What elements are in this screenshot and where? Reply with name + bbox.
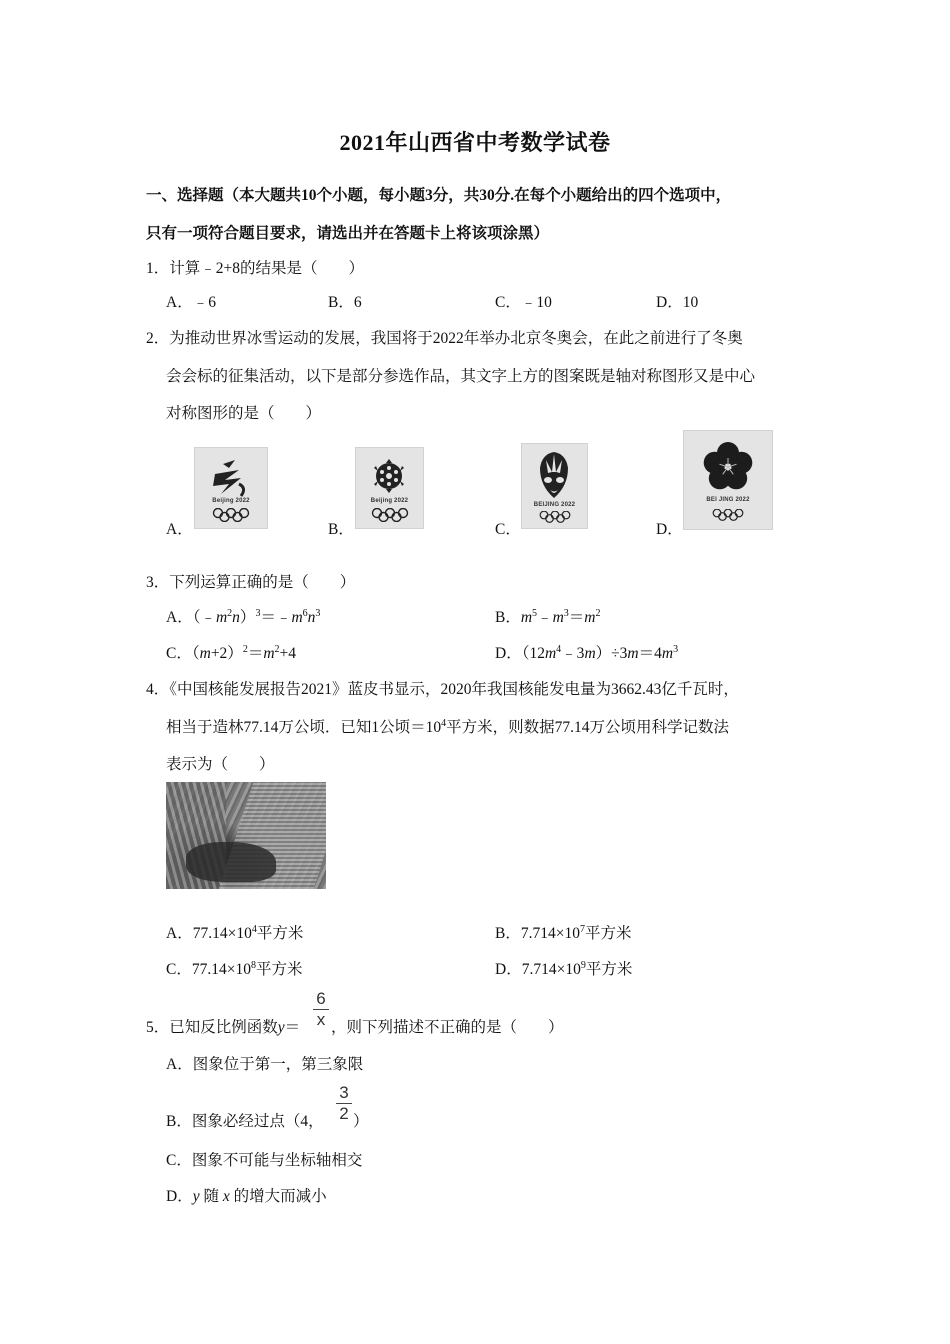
q1-stem: 1．计算﹣2+8的结果是（ ） (146, 260, 364, 277)
ribbon-emblem-icon (195, 454, 267, 504)
q5-fraction: 6 x (313, 990, 329, 1029)
logo-d-caption: BEI JING 2022 (706, 497, 750, 503)
q4-option-a: A．$77.14\times 10^4$平方米 (166, 924, 304, 942)
logo-b-image (355, 447, 424, 529)
logo-c-caption: BEIJING 2022 (533, 502, 576, 508)
afforestation-photo (166, 782, 326, 889)
q2-line3: 对称图形的是（ ） (166, 405, 322, 422)
q1-option-b: B．6 (328, 294, 362, 311)
q1-option-c: C．﹣10 (495, 294, 552, 311)
q3-option-a: A．$(﹣m^2n)^3=﹣m^6n^3$ (166, 608, 321, 626)
page-title: 2021年山西省中考数学试卷 (339, 130, 611, 155)
olympic-rings-icon (538, 511, 572, 523)
q2-line2: 会会标的征集活动，以下是部分参选作品，其文字上方的图案既是轴对称图形又是中心 (166, 368, 756, 385)
olympic-rings-icon (211, 508, 251, 522)
q5-option-b-fraction: 3 2 (336, 1084, 352, 1123)
q5-stem-pre: 5．已知反比例函数y＝ (146, 1019, 301, 1036)
q5-option-a: A．图象位于第一，第三象限 (166, 1056, 364, 1073)
opera-mask-emblem-icon (522, 446, 587, 504)
q2-label-c: C． (495, 521, 521, 538)
q2-label-b: B． (328, 521, 354, 538)
q3-option-b: B．$m^5﹣m^3=m^2$ (495, 608, 601, 626)
snowflake-emblem-icon (356, 452, 423, 500)
olympic-rings-icon (370, 508, 410, 522)
q5-option-b-pre: B．图象必经过点（4， (166, 1113, 324, 1130)
section-heading-line2: 只有一项符合题目要求，请选出并在答题卡上将该项涂黑） (146, 225, 550, 242)
plum-blossom-emblem-icon (684, 435, 772, 497)
q1-option-d: D．10 (656, 294, 699, 311)
logo-d-image (683, 430, 773, 530)
q4-line2: 相当于造林77.14万公顷．已知1公顷$=10^4$平方米，则数据77.14万公顷用科学记数法 (166, 718, 730, 736)
q5-option-b-post: ） (353, 1113, 369, 1130)
q4-line1: 4．《中国核能发展报告2021》蓝皮书显示，2020年我国核能发电量为3662.43亿千瓦时， (146, 681, 739, 698)
logo-a-image (194, 447, 268, 529)
q5-stem-post: ，则下列描述不正确的是（ ） (331, 1019, 564, 1036)
q2-line1: 2．为推动世界冰雪运动的发展，我国将于2022年举办北京冬奥会，在此之前进行了冬奥 (146, 330, 743, 347)
q4-option-c: C．$77.14\times 10^8$平方米 (166, 960, 303, 978)
q5-option-c: C．图象不可能与坐标轴相交 (166, 1152, 363, 1169)
logo-b-caption: Beijing 2022 (370, 498, 409, 504)
q3-option-d: D．$(12m^4﹣3m)\div 3m=4m^3$ (495, 644, 679, 662)
q2-label-d: D． (656, 521, 683, 538)
q4-line3: 表示为（ ） (166, 756, 275, 773)
q2-label-a: A． (166, 521, 193, 538)
q4-option-d: D．$7.714\times 10^9$平方米 (495, 960, 633, 978)
section-heading-line1: 一、选择题（本大题共10个小题，每小题3分，共30分.在每个小题给出的四个选项中， (146, 187, 732, 204)
q4-option-b: B．$7.714\times 10^7$平方米 (495, 924, 632, 942)
olympic-rings-icon (711, 509, 745, 521)
q3-option-c: C．$(m+2)^2=m^2+4$ (166, 644, 297, 662)
q3-stem: 3．下列运算正确的是（ ） (146, 574, 356, 591)
q1-option-a: A．﹣6 (166, 294, 216, 311)
logo-c-image (521, 443, 588, 529)
q5-option-d: D．y 随 x 的增大而减小 (166, 1188, 327, 1205)
logo-a-caption: Beijing 2022 (212, 498, 250, 504)
